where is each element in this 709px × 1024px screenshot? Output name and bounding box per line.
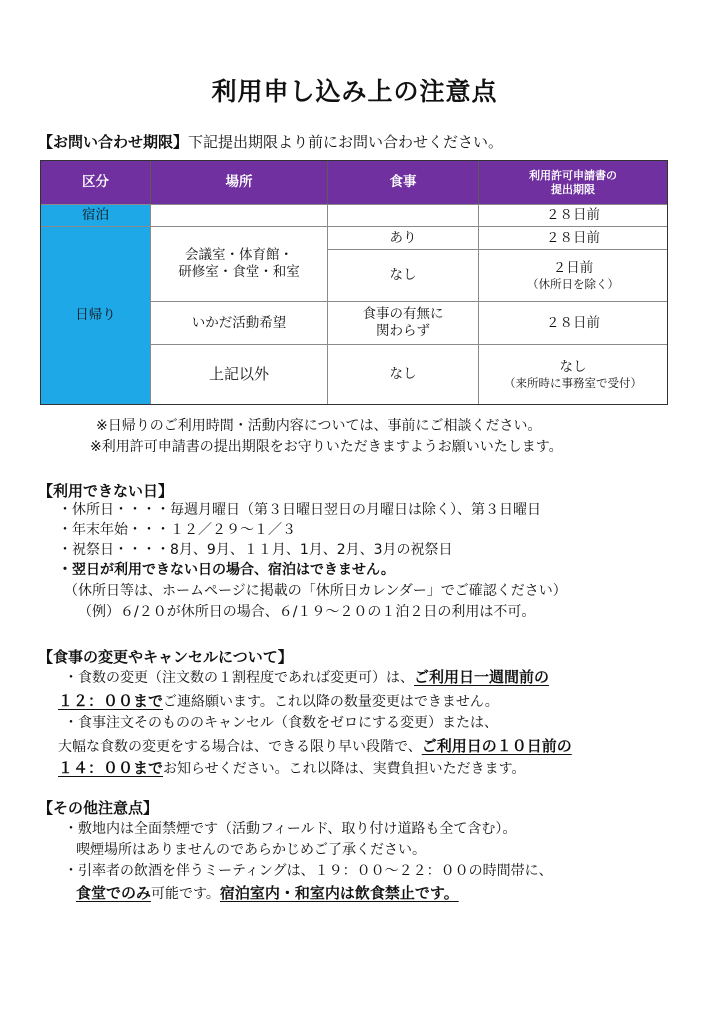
meal-yes: あり (389, 229, 417, 246)
note-1: ※日帰りのご利用時間・活動内容については、事前にご相談ください。 (96, 418, 542, 434)
meals-line-1-emphasis: ご利用日一週間前の (414, 668, 550, 686)
unavailable-line-2: ・年末年始・・・１２／２９～１／３ (58, 522, 296, 538)
deadline-28a: ２８日前 (546, 229, 600, 246)
rooms-line2: 研修室・食堂・和室 (178, 264, 300, 280)
deadline-28b: ２８日前 (546, 314, 600, 331)
rooms-meal-yes (327, 226, 479, 250)
other-heading: 【その他注意点】 (38, 799, 159, 817)
header-category-text: 区分 (82, 174, 109, 190)
other-line-4-text: 可能です。 (151, 886, 220, 902)
note-2: ※利用許可申請書の提出期限をお守りいただきますようお願いいたします。 (90, 439, 563, 455)
deadline-table (40, 160, 668, 405)
row-stay-deadline (478, 204, 668, 227)
meals-line-4 (58, 737, 572, 756)
other-line-3: ・引率者の飲酒を伴うミーティングは、１９：００～２２：００の時間帯に、 (64, 863, 553, 879)
row-daytrip-category (40, 226, 151, 405)
header-meal (327, 160, 479, 205)
other-line-4 (76, 884, 459, 903)
rooms-deadline-28 (478, 226, 668, 250)
header-deadline-line1: 利用許可申請書の (529, 168, 617, 182)
unavailable-line-6: （例）６/２０が休所日の場合、６/１９～２０の１泊２日の利用は不可。 (78, 604, 536, 620)
unavailable-line-5: （休所日等は、ホームページに掲載の「休所日カレンダー」でご確認ください） (64, 583, 567, 599)
header-category (40, 160, 151, 205)
meal-none: なし (389, 366, 417, 382)
rooms-deadline-2 (478, 249, 668, 302)
header-place (150, 160, 328, 205)
meals-line-5 (58, 759, 525, 778)
other-place (150, 344, 328, 405)
other-meal (327, 344, 479, 405)
deadline-none-note: （来所時に事務室で受付） (504, 376, 642, 390)
page-title: 利用申し込み上の注意点 (211, 77, 498, 106)
meals-line-4-text: 大幅な食数の変更をする場合は、できる限り早い段階で、 (58, 739, 422, 755)
meals-heading: 【食事の変更やキャンセルについて】 (38, 648, 293, 666)
other-line-2: 喫煙場所はありませんのであらかじめご了承ください。 (76, 842, 426, 858)
meal-no: なし (389, 267, 417, 283)
rooms-line1: 会議室・体育館・ (185, 247, 293, 263)
deadline-2: ２日前 (552, 260, 594, 276)
meal-regardless-line2: 関わらず (376, 323, 430, 339)
meals-line-4-emphasis: ご利用日の１０日前の (421, 737, 572, 755)
inquiry-text: 下記提出期限より前にお問い合わせください。 (188, 133, 504, 151)
header-meal-text: 食事 (389, 174, 417, 190)
meals-line-1-text: ・食数の変更（注文数の１割程度であれば変更可）は、 (64, 670, 414, 686)
meals-line-2-emphasis: １２：００まで (58, 692, 164, 710)
ikada-place (150, 301, 328, 345)
stay-deadline: ２８日前 (546, 207, 600, 223)
deadline-2-note: （休所日を除く） (527, 277, 619, 291)
row-stay-category (40, 204, 151, 227)
unavailable-line-1: ・休所日・・・・毎週月曜日（第３日曜日翌日の月曜日は除く）、第３日曜日 (58, 502, 541, 518)
other-line-4-emphasis-2: 宿泊室内・和室内は飲食禁止です。 (219, 884, 459, 902)
rooms-meal-no (327, 249, 479, 302)
meal-regardless-line1: 食事の有無に (362, 306, 444, 322)
unavailable-heading: 【利用できない日】 (38, 482, 174, 500)
other-line-1: ・敷地内は全面禁煙です（活動フィールド、取り付け道路も全て含む）。 (64, 821, 517, 837)
deadline-none: なし (559, 359, 587, 375)
row-stay-place (150, 204, 328, 227)
rooms-place (150, 226, 328, 302)
other-place-label: 上記以外 (208, 365, 269, 383)
header-deadline-line2: 提出期限 (551, 182, 595, 196)
stay-label: 宿泊 (82, 207, 109, 223)
meals-line-3: ・食事注文そのもののキャンセル（食数をゼロにする変更）または、 (64, 715, 498, 731)
daytrip-label: 日帰り (75, 307, 116, 323)
ikada-label: いかだ活動希望 (191, 314, 287, 331)
unavailable-line-3: ・祝祭日・・・・8月、9月、１１月、1月、2月、3月の祝祭日 (58, 542, 453, 558)
ikada-meal (327, 301, 479, 345)
other-deadline (478, 344, 668, 405)
meals-line-5-emphasis: １４：００まで (58, 759, 164, 777)
meals-line-5-text: お知らせください。これ以降は、実費負担いただきます。 (163, 761, 526, 777)
meals-line-2-text: ご連絡願います。これ以降の数量変更はできません。 (163, 694, 499, 710)
inquiry-line (38, 133, 503, 151)
ikada-deadline (478, 301, 668, 345)
inquiry-heading: 【お問い合わせ期限】 (38, 133, 189, 151)
header-deadline (478, 160, 668, 205)
meals-line-1 (64, 668, 549, 687)
unavailable-line-4: ・翌日が利用できない日の場合、宿泊はできません。 (58, 562, 395, 578)
header-place-text: 場所 (225, 174, 253, 190)
other-line-4-emphasis-1: 食堂でのみ (76, 884, 152, 902)
meals-line-2 (58, 692, 499, 711)
row-stay-meal (327, 204, 479, 227)
